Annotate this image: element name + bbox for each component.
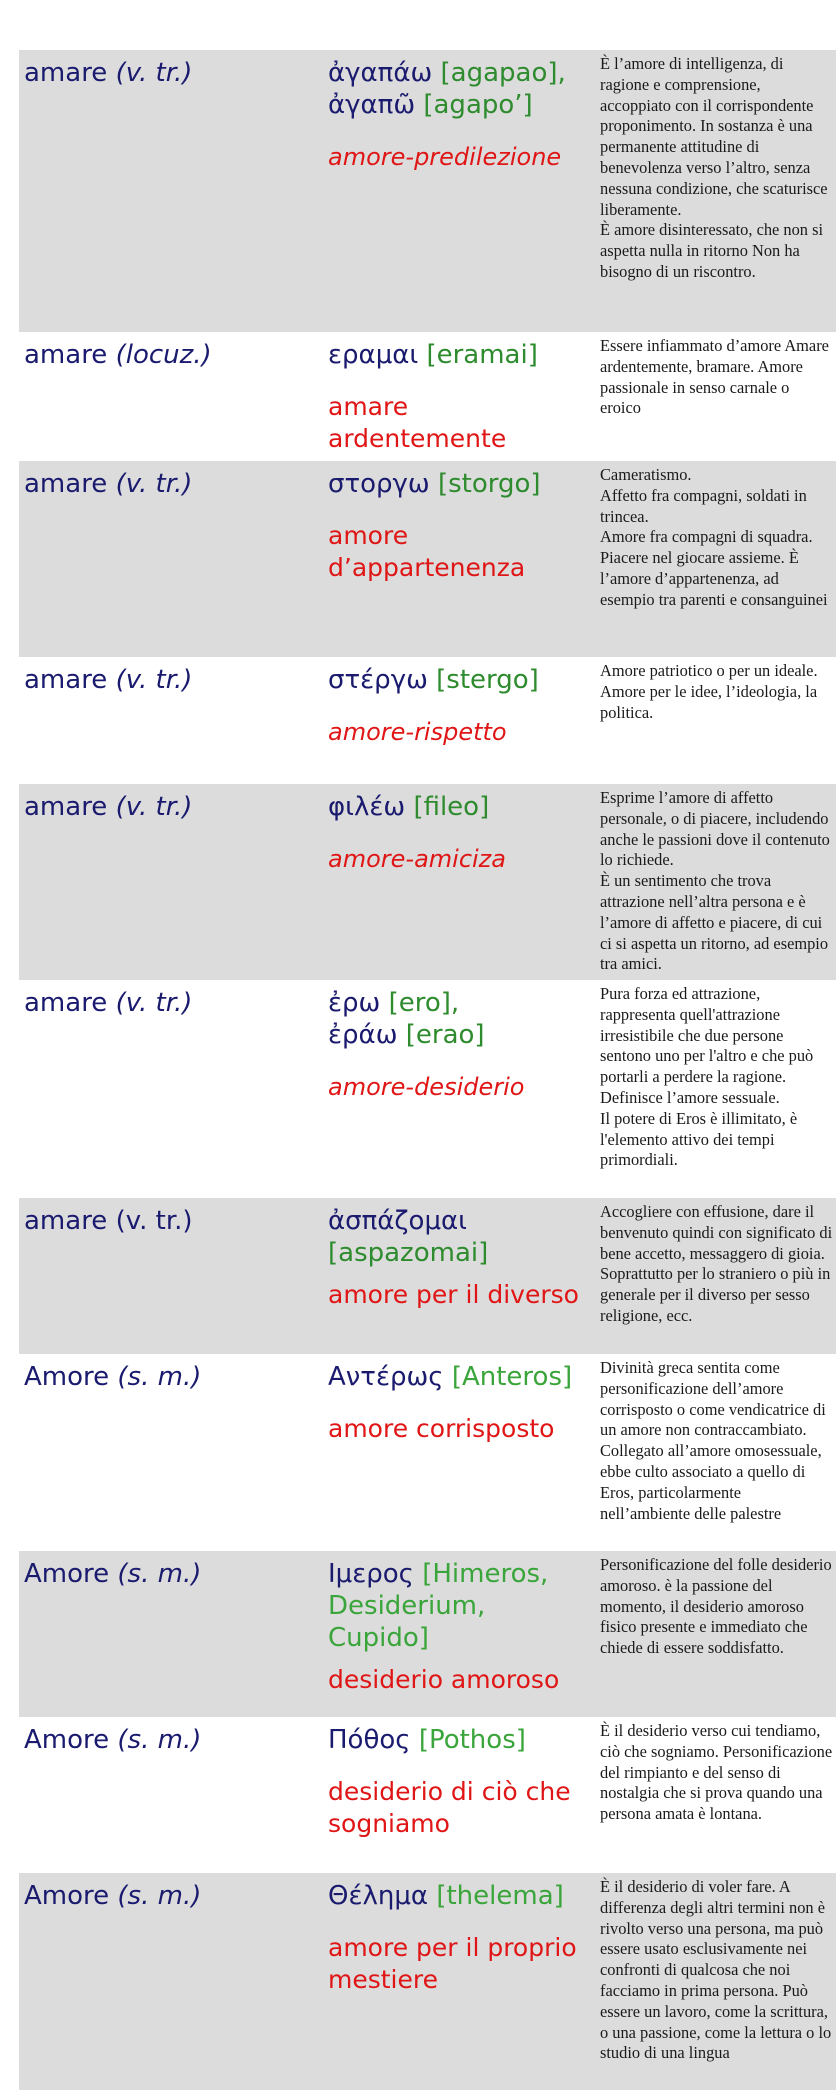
description-paragraph: Accogliere con effusione, dare il benvenuto quindi con significato di bene accetto, messaggero di gioia. Soprattutto per lo straniero o più in generale per il diverso per sesso religione, ecc. bbox=[600, 1202, 833, 1325]
term-pos: (v. tr.) bbox=[115, 792, 193, 822]
greek-term bbox=[326, 784, 596, 980]
greek-term bbox=[326, 1717, 596, 1873]
greek-term bbox=[326, 50, 596, 332]
italian-term bbox=[19, 1354, 326, 1551]
transliteration: [fileo] bbox=[413, 792, 490, 822]
italian-term bbox=[19, 332, 326, 461]
description bbox=[596, 50, 836, 332]
table-row bbox=[19, 784, 836, 980]
meaning-label: amore-amiciza bbox=[328, 845, 506, 873]
description-paragraph: Definisce l’amore sessuale. bbox=[600, 1087, 780, 1107]
description-paragraph: Cameratismo. bbox=[600, 465, 692, 484]
transliteration: [ero], bbox=[388, 988, 460, 1018]
transliteration: Desiderium, bbox=[328, 1591, 486, 1621]
meaning-label: amore per il proprio mestiere bbox=[328, 1933, 577, 1994]
italian-term bbox=[19, 657, 326, 784]
description-paragraph: È l’amore di intelligenza, di ragione e comprensione, accoppiato con il corrispondente proponimento. In sostanza è una permanente attitudine di benevolenza verso l’altro, senza nessuna condizione, che scaturisce liberamente. bbox=[600, 54, 828, 219]
transliteration: [stergo] bbox=[436, 665, 539, 695]
description-paragraph: È amore disinteressato, che non si aspetta nulla in ritorno Non ha bisogno di un riscontro. bbox=[600, 220, 824, 281]
description-paragraph: Affetto fra compagni, soldati in trincea. bbox=[600, 485, 807, 526]
greek-line bbox=[328, 1019, 594, 1051]
greek-line bbox=[328, 1205, 594, 1237]
term-pos: (s. m.) bbox=[117, 1559, 202, 1589]
term-word: amare bbox=[24, 58, 108, 88]
description bbox=[596, 784, 836, 980]
greek-term bbox=[326, 1551, 596, 1717]
meaning-label: amore-predilezione bbox=[328, 143, 562, 171]
meaning-label: amore d’appartenenza bbox=[328, 521, 526, 582]
description bbox=[596, 657, 836, 784]
description-paragraph: Piacere nel giocare assieme. È l’amore d’appartenenza, ad esempio tra parenti e consanguinei bbox=[600, 548, 828, 609]
term-word: amare bbox=[24, 340, 108, 370]
greek-word: Θέλημα bbox=[328, 1881, 429, 1911]
term-word: Amore bbox=[24, 1559, 110, 1589]
greek-word: στοργω bbox=[328, 469, 430, 499]
italian-term bbox=[19, 1198, 326, 1354]
greek-word: ἐράω bbox=[328, 1020, 398, 1050]
table-row bbox=[19, 1717, 836, 1873]
term-word: Amore bbox=[24, 1881, 110, 1911]
greek-word: ἀσπάζομαι bbox=[328, 1206, 467, 1236]
description bbox=[596, 1198, 836, 1354]
greek-line bbox=[328, 1724, 594, 1756]
transliteration: [agapao], bbox=[440, 58, 566, 88]
description-paragraph: Amore patriotico o per un ideale. bbox=[600, 661, 818, 680]
term-pos: (v. tr.) bbox=[115, 665, 193, 695]
italian-term bbox=[19, 1551, 326, 1717]
term-word: amare bbox=[24, 665, 108, 695]
greek-term bbox=[326, 1354, 596, 1551]
meaning-label: amore-rispetto bbox=[328, 718, 507, 746]
term-pos: (v. tr.) bbox=[115, 469, 193, 499]
meaning-label: desiderio amoroso bbox=[328, 1665, 560, 1694]
greek-word: φιλέω bbox=[328, 792, 406, 822]
meaning-label: amore per il diverso bbox=[328, 1280, 579, 1309]
description-paragraph: Divinità greca sentita come personificazione dell’amore corrisposto o come vendicatrice di un amore non contraccambiato. Collegato all’amore omosessuale, ebbe culto associato a quello di Eros, particolarmente nell’ambiente delle palestre bbox=[600, 1358, 826, 1523]
greek-word: ἀγαπάω bbox=[328, 58, 433, 88]
greek-term bbox=[326, 1873, 596, 2090]
greek-line bbox=[328, 1880, 594, 1912]
italian-term bbox=[19, 1873, 326, 2090]
description bbox=[596, 461, 836, 657]
table-row bbox=[19, 1551, 836, 1717]
greek-line bbox=[328, 664, 594, 696]
transliteration: [erao] bbox=[405, 1020, 485, 1050]
greek-word: Ιμερος bbox=[328, 1559, 414, 1589]
description-paragraph: È il desiderio di voler fare. A differenza degli altri termini non è rivolto verso una persona, ma può essere usato esclusivamente nei confronti di qualcosa che noi facciamo in prima persona. Può essere un lavoro, come la scrittura, o una passione, come la lettura o lo studio di una lingua bbox=[600, 1877, 832, 2063]
greek-line bbox=[328, 1590, 594, 1622]
transliteration: [Himeros, bbox=[422, 1559, 549, 1589]
description bbox=[596, 1551, 836, 1717]
term-pos: (s. m.) bbox=[117, 1725, 202, 1755]
description-paragraph: È il desiderio verso cui tendiamo, ciò che sogniamo. Personificazione del rimpianto e del senso di nostalgia che si prova quando una persona amata è lontana. bbox=[600, 1721, 833, 1824]
greek-line bbox=[328, 1361, 594, 1393]
transliteration: [agapo’] bbox=[423, 90, 533, 120]
term-pos: (v. tr.) bbox=[115, 1206, 193, 1236]
greek-word: εραμαι bbox=[328, 340, 419, 370]
description-paragraph: Il potere di Eros è illimitato, è l'elemento attivo dei tempi primordiali. bbox=[600, 1108, 798, 1170]
greek-line bbox=[328, 791, 594, 823]
table-row bbox=[19, 980, 836, 1198]
italian-term bbox=[19, 1717, 326, 1873]
greek-line bbox=[328, 339, 594, 371]
greek-term bbox=[326, 980, 596, 1198]
description bbox=[596, 1717, 836, 1873]
greek-line bbox=[328, 1237, 594, 1269]
description-paragraph: Amore fra compagni di squadra. bbox=[600, 527, 813, 547]
term-word: amare bbox=[24, 792, 108, 822]
table-row bbox=[19, 50, 836, 332]
greek-term bbox=[326, 461, 596, 657]
table-row bbox=[19, 1873, 836, 2090]
term-word: amare bbox=[24, 988, 108, 1018]
description-paragraph: Pura forza ed attrazione, rappresenta quell'attrazione irresistibile che due persone sentono uno per l'altro e che può portarli a perdere la ragione. bbox=[600, 984, 814, 1087]
term-pos: (locuz.) bbox=[115, 340, 212, 370]
table-row bbox=[19, 461, 836, 657]
term-word: Amore bbox=[24, 1725, 110, 1755]
description-paragraph: Essere infiammato d’amore Amare ardentemente, bramare. Amore passionale in senso carnale o eroico bbox=[600, 336, 829, 418]
description bbox=[596, 332, 836, 461]
term-word: amare bbox=[24, 1206, 108, 1236]
greek-word: Πόθος bbox=[328, 1725, 411, 1755]
description-paragraph: Personificazione del folle desiderio amoroso. è la passione del momento, il desiderio amoroso fisico presente e immediato che chiede di essere soddisfatto. bbox=[600, 1555, 832, 1658]
meaning-label: amore-desiderio bbox=[328, 1073, 525, 1101]
greek-word: Αντέρως bbox=[328, 1362, 444, 1392]
greek-term bbox=[326, 1198, 596, 1354]
meaning-label: amare ardentemente bbox=[328, 392, 507, 453]
greek-line bbox=[328, 987, 594, 1019]
description bbox=[596, 1873, 836, 2090]
term-word: Amore bbox=[24, 1362, 110, 1392]
greek-term bbox=[326, 332, 596, 461]
italian-term bbox=[19, 980, 326, 1198]
transliteration: [eramai] bbox=[426, 340, 538, 370]
greek-word: ἀγαπῶ bbox=[328, 90, 416, 120]
term-pos: (v. tr.) bbox=[115, 988, 193, 1018]
description-paragraph: Esprime l’amore di affetto personale, o di piacere, includendo anche le passioni dove il contenuto lo richiede. bbox=[600, 788, 830, 870]
italian-term bbox=[19, 784, 326, 980]
greek-term bbox=[326, 657, 596, 784]
greek-line bbox=[328, 57, 594, 89]
italian-term bbox=[19, 461, 326, 657]
greek-line bbox=[328, 1558, 594, 1590]
table-row bbox=[19, 332, 836, 461]
term-word: amare bbox=[24, 469, 108, 499]
term-pos: (v. tr.) bbox=[115, 58, 193, 88]
meaning-label: desiderio di ciò che sogniamo bbox=[328, 1777, 571, 1838]
greek-word: ἐρω bbox=[328, 988, 381, 1018]
greek-line bbox=[328, 1622, 594, 1654]
italian-term bbox=[19, 50, 326, 332]
description bbox=[596, 1354, 836, 1551]
description-paragraph: Amore per le idee, l’ideologia, la politica. bbox=[600, 681, 818, 722]
greek-word: στέργω bbox=[328, 665, 428, 695]
transliteration: Cupido] bbox=[328, 1623, 429, 1653]
greek-line bbox=[328, 468, 594, 500]
transliteration: [Anteros] bbox=[451, 1362, 573, 1392]
description bbox=[596, 980, 836, 1198]
term-pos: (s. m.) bbox=[117, 1362, 202, 1392]
transliteration: [storgo] bbox=[437, 469, 541, 499]
meaning-label: amore corrisposto bbox=[328, 1414, 555, 1443]
description-paragraph: È un sentimento che trova attrazione nell’altra persona e è l’amore di affetto e piacere, di cui ci si aspetta un ritorno, ad esempio tra amici. bbox=[600, 871, 829, 974]
vocabulary-table bbox=[19, 50, 836, 2090]
transliteration: [Pothos] bbox=[418, 1725, 526, 1755]
term-pos: (s. m.) bbox=[117, 1881, 202, 1911]
transliteration: [thelema] bbox=[436, 1881, 564, 1911]
table-row bbox=[19, 657, 836, 784]
greek-line bbox=[328, 89, 594, 121]
transliteration: [aspazomai] bbox=[328, 1238, 489, 1268]
table-row bbox=[19, 1354, 836, 1551]
table-row bbox=[19, 1198, 836, 1354]
